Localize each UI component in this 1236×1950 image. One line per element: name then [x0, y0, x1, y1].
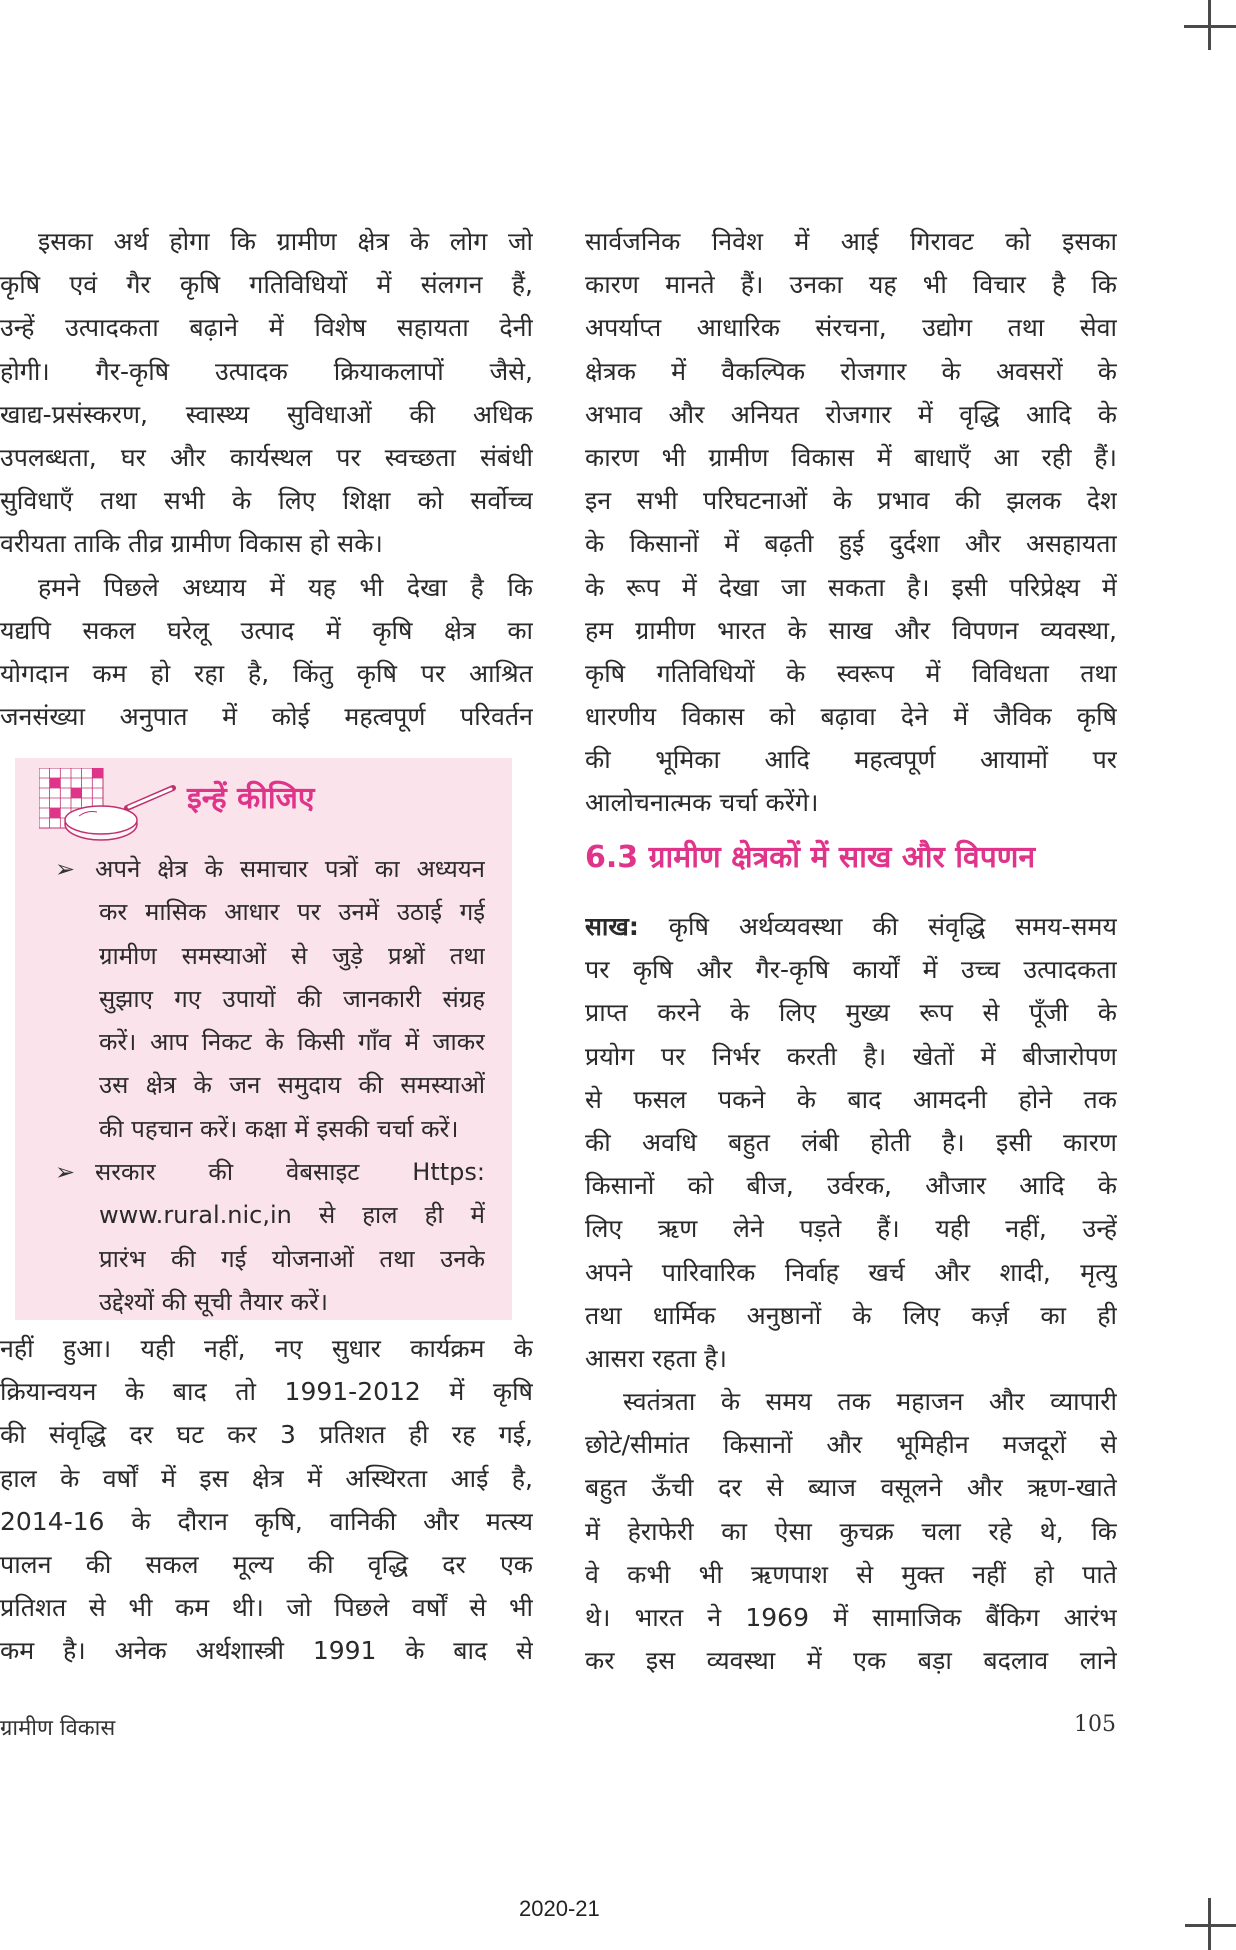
paragraph-line: वरीयता ताकि तीव्र ग्रामीण विकास हो सके। [0, 529, 383, 559]
paragraph-line: की अवधि बहुत लंबी होती है। इसी कारण [585, 1127, 1117, 1157]
book-title-footer: ग्रामीण विकास [0, 1716, 116, 1741]
credit-section [585, 905, 1117, 1682]
paragraph-line: कर इस व्यवस्था में एक बड़ा बदलाव लाने [585, 1646, 1117, 1676]
activity-item-line: ➢ अपने क्षेत्र के समाचार पत्रों का अध्ययन [55, 848, 485, 891]
arrow-bullet-icon: ➢ [55, 1158, 76, 1187]
activity-item-line: www.rural.nic,in से हाल ही में [99, 1201, 485, 1230]
paragraph-line: किसानों को बीज, उर्वरक, औजार आदि के [585, 1171, 1117, 1201]
left-column [0, 220, 533, 738]
paragraph-line: अभाव और अनियत रोजगार में वृद्धि आदि के [585, 399, 1117, 429]
paragraph-line: बहुत ऊँची दर से ब्याज वसूलने और ऋण-खाते [585, 1473, 1117, 1503]
paragraph-line: कम है। अनेक अर्थशास्त्री 1991 के बाद से [0, 1636, 533, 1666]
paragraph-line: उन्हें उत्पादकता बढ़ाने में विशेष सहायता देनी [0, 313, 533, 343]
activity-item-line: उद्देश्यों की सूची तैयार करें। [99, 1287, 328, 1316]
activity-item-line: सुझाए गए उपायों की जानकारी संग्रह [99, 984, 485, 1013]
activity-item-line: कर मासिक आधार पर उनमें उठाई गई [99, 898, 485, 927]
paragraph-line: की भूमिका आदि महत्वपूर्ण आयामों पर [585, 745, 1117, 775]
paragraph-line: स्वतंत्रता के समय तक महाजन और व्यापारी [623, 1387, 1117, 1417]
right-column [585, 220, 1117, 825]
paragraph-line: क्रियान्वयन के बाद तो 1991-2012 में कृषि [0, 1377, 533, 1407]
activity-title: इन्हें कीजिए [187, 781, 315, 816]
left-column-continuation [0, 1327, 533, 1673]
paragraph-line: नहीं हुआ। यही नहीं, नए सुधार कार्यक्रम के [0, 1334, 533, 1363]
paragraph-line: 2014-16 के दौरान कृषि, वानिकी और मत्स्य [0, 1506, 533, 1536]
paragraph-line: कारण भी ग्रामीण विकास में बाधाएँ आ रही हैं। [585, 442, 1117, 472]
paragraph-line: थे। भारत ने 1969 में सामाजिक बैंकिग आरंभ [585, 1603, 1117, 1632]
paragraph-line: प्रतिशत से भी कम थी। जो पिछले वर्षों से भी [0, 1593, 533, 1623]
paragraph-line: की संवृद्धि दर घट कर 3 प्रतिशत ही रह गई, [0, 1420, 533, 1450]
paragraph-line: होगी। गैर-कृषि उत्पादक क्रियाकलापों जैसे, [0, 356, 533, 386]
paragraph-line: छोटे/सीमांत किसानों और भूमिहीन मजदूरों से [585, 1430, 1117, 1460]
paragraph-line: अपर्याप्त आधारिक संरचना, उद्योग तथा सेवा [585, 313, 1117, 343]
paragraph-line: प्रयोग पर निर्भर करती है। खेतों में बीजारोपण [585, 1041, 1117, 1071]
activity-item-line: ग्रामीण समस्याओं से जुड़े प्रश्नों तथा [99, 941, 485, 970]
paragraph-line: पालन की सकल मूल्य की वृद्धि दर एक [0, 1549, 533, 1579]
paragraph-line: सुविधाएँ तथा सभी के लिए शिक्षा को सर्वोच्च [0, 486, 533, 516]
page-number: 105 [1074, 1712, 1116, 1737]
paragraph-line: आसरा रहता है। [585, 1343, 728, 1373]
magnifier-crossword-icon [39, 768, 179, 846]
paragraph-line: इन सभी परिघटनाओं के प्रभाव की झलक देश [585, 486, 1117, 516]
paragraph-line: हम ग्रामीण भारत के साख और विपणन व्यवस्था, [585, 615, 1117, 645]
paragraph-line: में हेराफेरी का ऐसा कुचक्र चला रहे थे, कि [585, 1516, 1117, 1546]
paragraph-line: के रूप में देखा जा सकता है। इसी परिप्रेक्ष्य में [585, 572, 1117, 602]
paragraph-line: हाल के वर्षों में इस क्षेत्र में अस्थिरता आई है, [0, 1463, 533, 1493]
paragraph-line: साख: कृषि अर्थव्यवस्था की संवृद्धि समय-समय [585, 912, 1117, 941]
activity-item-line: उस क्षेत्र के जन समुदाय की समस्याओं [99, 1071, 485, 1100]
arrow-bullet-icon: ➢ [55, 855, 76, 883]
crop-mark-top-horizontal [1184, 25, 1236, 28]
section-heading: 6.3 ग्रामीण क्षेत्रकों में साख और विपणन [585, 840, 1036, 875]
credit-term: साख: [585, 912, 639, 941]
paragraph-line: के किसानों में बढ़ती हुई दुर्दशा और असहायता [585, 529, 1117, 559]
edition-year: 2020-21 [519, 1896, 600, 1921]
paragraph-line: इसका अर्थ होगा कि ग्रामीण क्षेत्र के लोग जो [38, 227, 533, 256]
paragraph-line: आलोचनात्मक चर्चा करेंगे। [585, 788, 819, 818]
paragraph-line: क्षेत्रक में वैकल्पिक रोजगार के अवसरों के [585, 356, 1117, 386]
paragraph-line: कृषि एवं गैर कृषि गतिविधियों में संलगन हैं, [0, 270, 533, 300]
paragraph-line: पर कृषि और गैर-कृषि कार्यों में उच्च उत्पादकता [585, 955, 1117, 985]
paragraph-line: योगदान कम हो रहा है, किंतु कृषि पर आश्रित [0, 658, 533, 688]
paragraph-line: से फसल पकने के बाद आमदनी होने तक [585, 1084, 1117, 1114]
paragraph-line: सार्वजनिक निवेश में आई गिरावट को इसका [585, 227, 1117, 256]
activity-item-line: ➢ सरकार की वेबसाइट Https: [55, 1151, 485, 1194]
paragraph-line: धारणीय विकास को बढ़ावा देने में जैविक कृषि [585, 702, 1117, 732]
paragraph-line: उपलब्धता, घर और कार्यस्थल पर स्वच्छता संबंधी [0, 442, 533, 472]
paragraph-line: खाद्य-प्रसंस्करण, स्वास्थ्य सुविधाओं की अधिक [0, 399, 533, 429]
paragraph-line: लिए ऋण लेने पड़ते हैं। यही नहीं, उन्हें [585, 1214, 1117, 1244]
paragraph-line: यद्यपि सकल घरेलू उत्पाद में कृषि क्षेत्र का [0, 615, 533, 645]
activity-item-line: प्रारंभ की गई योजनाओं तथा उनके [99, 1244, 485, 1273]
paragraph-line: हमने पिछले अध्याय में यह भी देखा है कि [38, 572, 533, 602]
paragraph-line: कारण मानते हैं। उनका यह भी विचार है कि [585, 270, 1117, 300]
paragraph-line: वे कभी भी ऋणपाश से मुक्त नहीं हो पाते [585, 1559, 1117, 1589]
activity-item-line: की पहचान करें। कक्षा में इसकी चर्चा करें। [99, 1114, 459, 1143]
paragraph-line: प्राप्त करने के लिए मुख्य रूप से पूँजी के [585, 998, 1117, 1028]
paragraph-line: कृषि गतिविधियों के स्वरूप में विविधता तथा [585, 658, 1117, 688]
crop-mark-bottom-horizontal [1185, 1924, 1236, 1927]
activity-item-line: करें। आप निकट के किसी गाँव में जाकर [99, 1028, 485, 1057]
paragraph-line: जनसंख्या अनुपात में कोई महत्वपूर्ण परिवर्तन [0, 702, 533, 732]
activity-list [55, 848, 485, 1324]
paragraph-line: तथा धार्मिक अनुष्ठानों के लिए कर्ज़ का ही [585, 1300, 1117, 1330]
activity-box [15, 758, 512, 1320]
paragraph-line: अपने पारिवारिक निर्वाह खर्च और शादी, मृत्यु [585, 1257, 1117, 1287]
